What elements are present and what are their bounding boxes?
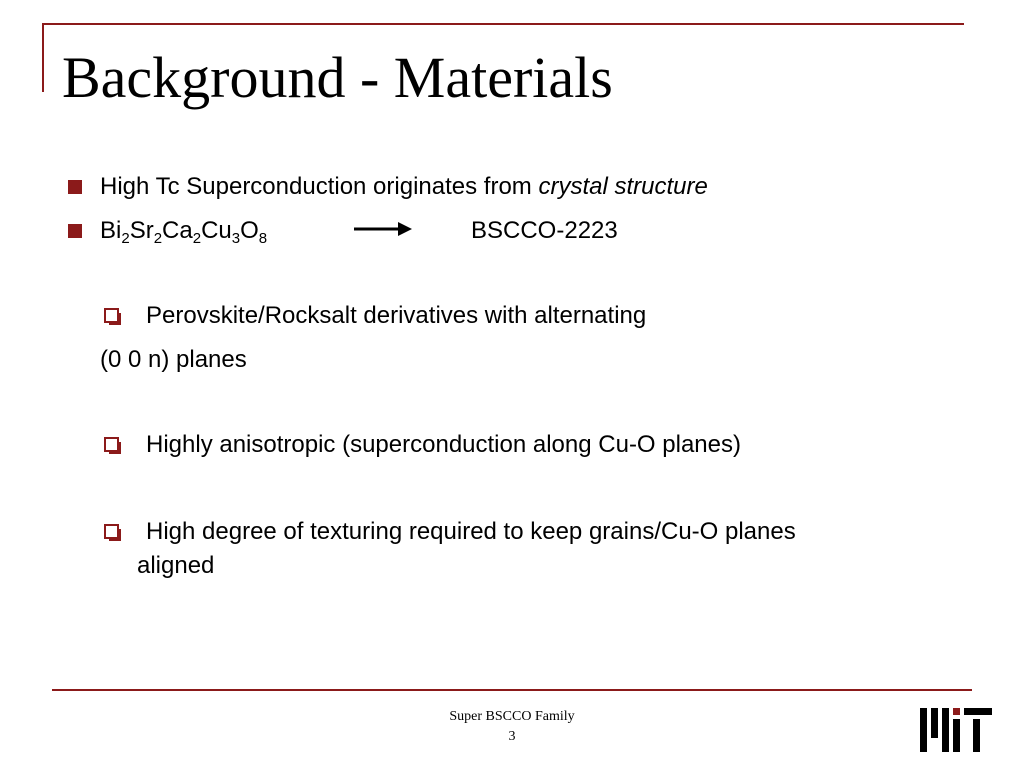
element-cu: Cu bbox=[201, 217, 232, 244]
frame-left-line bbox=[42, 23, 44, 92]
element-bi: Bi bbox=[100, 217, 122, 244]
sub-bullet-texturing-continued: aligned bbox=[137, 552, 215, 579]
subscript: 2 bbox=[121, 230, 130, 247]
subscript: 2 bbox=[153, 230, 163, 247]
sub-bullet-perovskite-continued: (0 0 n) planes bbox=[100, 346, 247, 373]
checkbox-bullet-icon bbox=[104, 437, 119, 452]
checkbox-bullet-icon bbox=[104, 308, 119, 323]
bullet-italic-text: crystal structure bbox=[538, 173, 708, 200]
checkbox-bullet-icon bbox=[104, 524, 119, 539]
footer bbox=[402, 707, 622, 747]
bullet-text: High Tc Superconduction originates from bbox=[100, 173, 539, 200]
chemical-formula bbox=[100, 216, 267, 246]
frame-top-line bbox=[42, 23, 964, 25]
element-sr: Sr bbox=[129, 217, 154, 244]
mit-logo bbox=[920, 708, 992, 752]
bullet-crystal-structure bbox=[100, 172, 708, 202]
footer-line bbox=[52, 689, 972, 691]
page-number: 3 bbox=[508, 729, 516, 744]
sub-bullet-texturing: High degree of texturing required to keep grains/Cu-O planes bbox=[146, 518, 796, 545]
formula-result: BSCCO-2223 bbox=[471, 217, 618, 244]
right-arrow-icon bbox=[354, 222, 412, 236]
subscript: 3 bbox=[231, 230, 241, 247]
subscript: 2 bbox=[192, 230, 202, 247]
sub-bullet-perovskite: Perovskite/Rocksalt derivatives with alternating bbox=[146, 302, 647, 329]
square-bullet-icon bbox=[68, 180, 82, 194]
square-bullet-icon bbox=[68, 224, 82, 238]
footer-title: Super BSCCO Family bbox=[449, 709, 575, 724]
sub-bullet-anisotropic: Highly anisotropic (superconduction along Cu-O planes) bbox=[146, 431, 741, 458]
element-o: O bbox=[240, 217, 259, 244]
slide-title: Background - Materials bbox=[62, 45, 613, 110]
subscript: 8 bbox=[258, 230, 268, 247]
element-ca: Ca bbox=[162, 217, 193, 244]
